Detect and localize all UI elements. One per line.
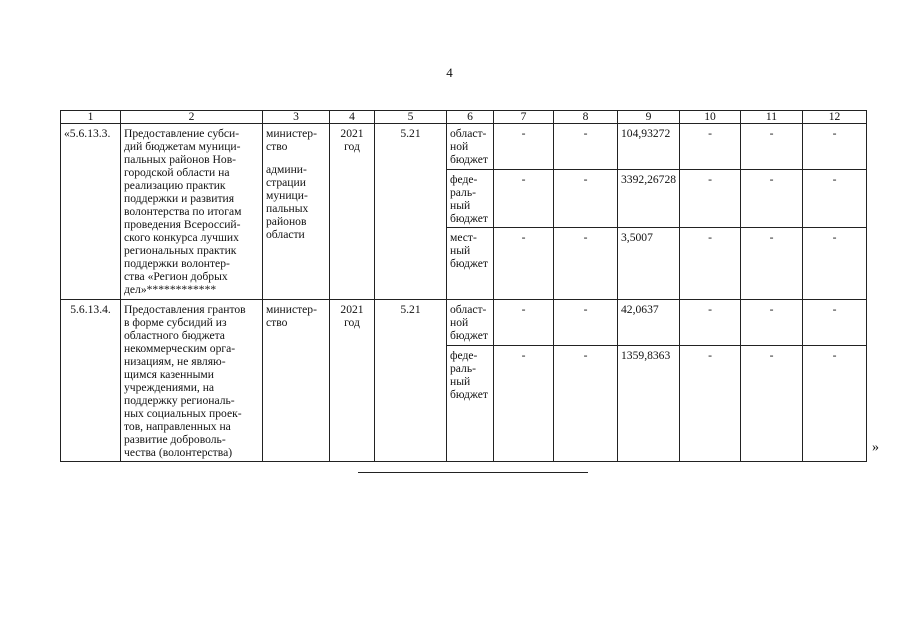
value-cell: - [554,228,618,300]
column-number: 6 [447,111,494,124]
page-number: 4 [446,65,453,80]
column-number: 4 [330,111,375,124]
value-cell: - [494,346,554,462]
value-cell: - [494,228,554,300]
column-number: 10 [680,111,741,124]
column-number: 12 [803,111,867,124]
activity-code: «5.6.13.3. [61,124,121,300]
value-cell: - [494,300,554,346]
column-number: 3 [263,111,330,124]
column-number: 2 [121,111,263,124]
value-cell: - [803,346,867,462]
period: 2021 год [330,300,375,462]
value-cell: - [494,124,554,170]
value-cell: - [803,228,867,300]
activities-table [60,110,867,462]
column-number: 8 [554,111,618,124]
funding-source: област- ной бюджет [447,124,494,170]
column-number: 7 [494,111,554,124]
value-cell: - [741,300,803,346]
executor-ministry: министер- ство [263,300,330,462]
period: 2021 год [330,124,375,300]
value-cell: - [494,170,554,228]
activity-name: Предоставление субси- дий бюджетам муници- пальных районов Нов- городской области на реализацию практик поддержки и развития волонтерства по итогам проведения Всероссий- ского конкурса лучших региональных практик поддержки волонтер- ства «Регион добрых дел»************ [121,124,263,300]
value-cell: - [680,346,741,462]
value-cell: - [803,170,867,228]
value-cell: - [741,124,803,170]
funding-source: мест- ный бюджет [447,228,494,300]
value-cell: - [554,346,618,462]
executor-cell [263,124,330,300]
value-cell: - [741,228,803,300]
value-cell: - [741,170,803,228]
value-cell: - [741,346,803,462]
value-cell: - [680,124,741,170]
value-cell: - [803,300,867,346]
value-cell: - [680,228,741,300]
value-cell: 3392,26728 [618,170,680,228]
target-indicator: 5.21 [375,300,447,462]
value-cell: 42,0637 [618,300,680,346]
column-number: 9 [618,111,680,124]
activity-name: Предоставления грантов в форме субсидий из областного бюджета некоммерческим орга- низациям, не являю- щимся казенными учреждениями, на поддержку региональ- ных социальных проек- тов, направленных на развитие доброволь- чества (волонтерства) [121,300,263,462]
value-cell: - [554,170,618,228]
value-cell: - [554,300,618,346]
table-row [61,300,867,346]
value-cell: 1359,8363 [618,346,680,462]
column-number: 1 [61,111,121,124]
funding-source: област- ной бюджет [447,300,494,346]
funding-source: феде- раль- ный бюджет [447,170,494,228]
target-indicator: 5.21 [375,124,447,300]
closing-quote: » [872,440,879,455]
column-number-row [61,111,867,124]
executor-administrations: админи- страции муници- пальных районов области [266,163,309,241]
value-cell: 3,5007 [618,228,680,300]
executor-ministry: министер- ство [266,127,317,153]
value-cell: 104,93272 [618,124,680,170]
value-cell: - [803,124,867,170]
activity-code: 5.6.13.4. [61,300,121,462]
value-cell: - [554,124,618,170]
value-cell: - [680,170,741,228]
footer-separator-line [358,472,588,473]
funding-source: феде- раль- ный бюджет [447,346,494,462]
column-number: 5 [375,111,447,124]
column-number: 11 [741,111,803,124]
table-row [61,124,867,170]
value-cell: - [680,300,741,346]
